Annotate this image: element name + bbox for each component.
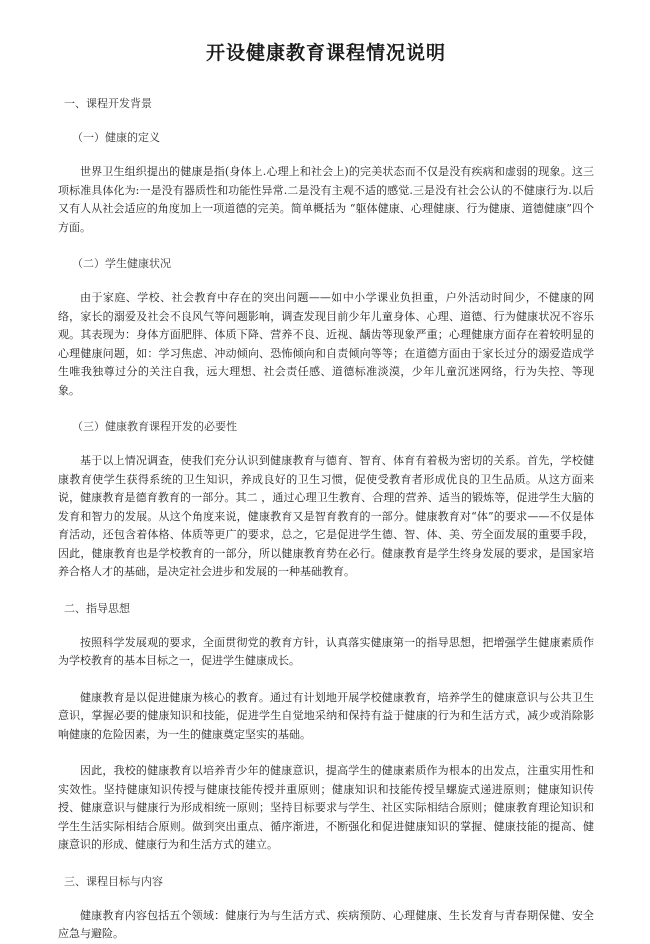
document-title: 开设健康教育课程情况说明	[205, 42, 446, 64]
subsection-heading-student-health: （二）学生健康状况	[72, 257, 171, 270]
section-heading-goals-content: 三、课程目标与内容	[64, 874, 163, 888]
section-heading-background: 一、课程开发背景	[64, 97, 152, 110]
paragraph-health-definition: 世界卫生组织提出的健康是指(身体上.心理上和社会上)的完美状态而不仅是没有疾病和虚弱的现象。这三项标准具体化为:一是没有器质性和功能性异常.二是没有主观不适的感觉.三是没有社会公认的不健康行为.以后又有人从社会适应的角度加上一项道德的完美。简单概括为 “躯体健康、心理健康、行为健康、道德健康”四个方面。	[58, 165, 594, 234]
subsection-heading-necessity: （三）健康教育课程开发的必要性	[72, 420, 237, 433]
section-heading-guiding-ideology: 二、指导思想	[64, 601, 130, 615]
paragraph-student-health: 由于家庭、学校、社会教育中存在的突出问题——如中小学课业负担重，户外活动时间少，不健康的网络，家长的溺爱及社会不良风气等问题影响，调查发现目前少年儿童身体、心理、道德、行为健康状况不容乐观。其表现为：身体方面肥胖、体质下降、营养不良、近视、龋齿等现象严重；心理健康方面存在着较明显的心理健康问题，如：学习焦虑、冲动倾向、恐怖倾向和自责倾向等等；在道德方面由于家长过分的溺爱造成学生唯我独尊过分的关注自我，远大理想、社会责任感、道德标准淡漠，少年儿童沉迷网络，行为失控、等现象。	[58, 291, 594, 397]
subsection-heading-health-definition: （一）健康的定义	[72, 131, 160, 144]
paragraph-goals-content: 健康教育内容包括五个领域：健康行为与生活方式、疾病预防、心理健康、生长发育与青春期保健、安全应急与避险。	[58, 908, 594, 940]
paragraph-necessity: 基于以上情况调查，使我们充分认识到健康教育与德育、智育、体育有着极为密切的关系。首先，学校健康教育使学生获得系统的卫生知识，养成良好的卫生习惯，促使受教育者形成优良的卫生品质。从这方面来说，健康教育是德育教育的一部分。其二 ，通过心理卫生教育、合理的营养、适当的锻炼等，促进学生大脑的发育和智力的发展。从这个角度来说，健康教育又是智育教育的一部分。健康教育对“体”的要求——不仅是体育活动，还包含着体格、体质等更广的要求，总之，它是促进学生德、智、体、美、劳全面发展的重要手段，因此，健康教育也是学校教育的一部分，所以健康教育势在必行。健康教育是学生终身发展的要求，是国家培养合格人才的基础，是决定社会进步和发展的一种基础教育。	[58, 454, 594, 578]
paragraph-guiding-ideology-1: 按照科学发展观的要求，全面贯彻党的教育方针，认真落实健康第一的指导思想，把增强学生健康素质作为学校教育的基本目标之一，促进学生健康成长。	[58, 635, 594, 667]
paragraph-guiding-ideology-2: 健康教育是以促进健康为核心的教育。通过有计划地开展学校健康教育，培养学生的健康意识与公共卫生意识，掌握必要的健康知识和技能，促进学生自觉地采纳和保持有益于健康的行为和生活方式，减少或消除影响健康的危险因素，为一生的健康奠定坚实的基础。	[58, 690, 594, 741]
paragraph-guiding-ideology-3: 因此，我校的健康教育以培养青少年的健康意识，提高学生的健康素质作为根本的出发点，注重实用性和实效性。坚持健康知识传授与健康技能传授并重原则；健康知识和技能传授呈螺旋式递进原则；健康知识传授、健康意识与健康行为形成相统一原则；坚持目标要求与学生、社区实际相结合原则；健康教育理论知识和学生生活实际相结合原则。做到突出重点、循序渐进，不断强化和促进健康知识的掌握、健康技能的提高、健康意识的形成、健康行为和生活方式的建立。	[58, 764, 594, 851]
